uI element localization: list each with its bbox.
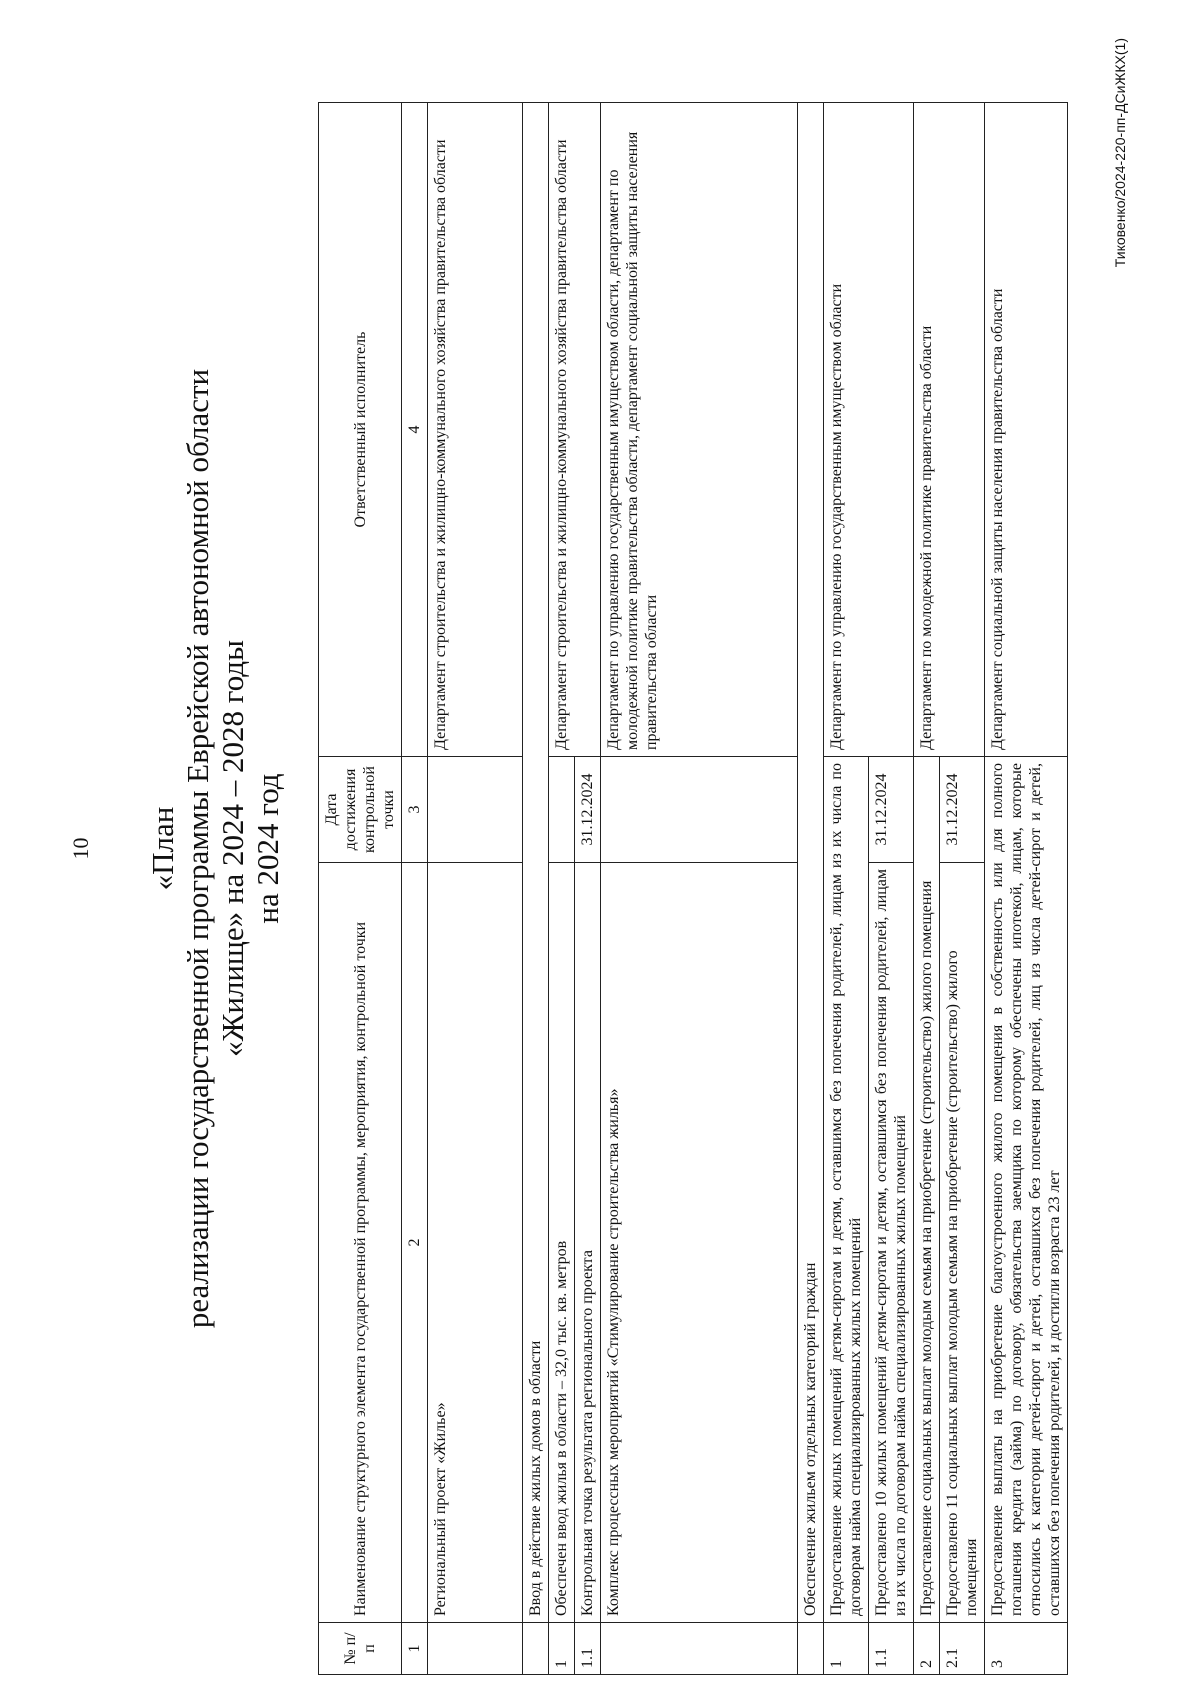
cell-num: 1 bbox=[824, 1623, 869, 1675]
table-row bbox=[985, 103, 1068, 1675]
cell-name: Предоставление выплаты на приобретение благоустроенного жилого помещения в собственность или для полного погашения кредита (займа) по договору, обязательства заемщика по которому обеспечены ипотекой, лицам, которые относились к категории детей-сирот и детей, оставшихся без попечения родителей, лиц из числа детей-сирот и детей, оставшихся без попечения родителей, и достигли возраста 23 лет bbox=[985, 757, 1068, 1623]
cell-resp: Департамент строительства и жилищно-коммунального хозяйства правительства области bbox=[428, 103, 523, 757]
table-row bbox=[601, 103, 798, 1675]
cell-name: Предоставление социальных выплат молодым семьям на приобретение (строительство) жилого помещения bbox=[914, 757, 940, 1623]
cell-resp: Департамент по молодежной политике правительства области bbox=[914, 103, 985, 757]
title-line-4: на 2024 год bbox=[250, 773, 285, 924]
cell-num: 1.1 bbox=[869, 1623, 914, 1675]
col-number: 3 bbox=[402, 757, 428, 863]
document-code: Тиковенко/2024-220-пп-ДСиЖКХ(1) bbox=[1112, 38, 1128, 268]
cell-name: Комплекс процессных мероприятий «Стимулирование строительства жилья» bbox=[601, 863, 798, 1623]
col-number: 2 bbox=[402, 863, 428, 1623]
header-row bbox=[319, 103, 402, 1675]
cell-num bbox=[428, 1623, 523, 1675]
cell-resp: Департамент социальной защиты населения правительства области bbox=[985, 103, 1068, 757]
table-row bbox=[824, 103, 869, 1675]
title-line-1: «План bbox=[145, 806, 180, 891]
document-title bbox=[145, 0, 285, 1697]
plan-table bbox=[318, 102, 1068, 1675]
section-title: Обеспечение жильем отдельных категорий граждан bbox=[798, 103, 824, 1623]
cell-num: 2 bbox=[914, 1623, 940, 1675]
cell-name: Предоставление жилых помещений детям-сиротам и детям, оставшимся без попечения родителей, лицам из их числа по договорам найма специализированных жилых помещений bbox=[824, 757, 869, 1623]
column-numbers-row bbox=[402, 103, 428, 1675]
title-line-2: реализации государственной программы Еврейской автономной области bbox=[180, 368, 215, 1329]
cell-num: 1 bbox=[549, 1623, 575, 1675]
section-row bbox=[523, 103, 549, 1675]
cell-date: 31.12.2024 bbox=[575, 757, 601, 863]
cell-num: 2.1 bbox=[940, 1623, 985, 1675]
cell-date bbox=[428, 757, 523, 863]
cell-date: 31.12.2024 bbox=[869, 757, 914, 863]
cell-num bbox=[601, 1623, 798, 1675]
title-line-3: «Жилище» на 2024 – 2028 годы bbox=[215, 640, 250, 1057]
header-name: Наименование структурного элемента государственной программы, мероприятия, контрольной точки bbox=[319, 863, 402, 1623]
header-date: Дата достижения контрольной точки bbox=[319, 757, 402, 863]
header-num: № п/п bbox=[319, 1623, 402, 1675]
cell-date: 31.12.2024 bbox=[940, 757, 985, 863]
table-row bbox=[914, 103, 940, 1675]
header-resp: Ответственный исполнитель bbox=[319, 103, 402, 757]
page-number: 10 bbox=[68, 837, 93, 860]
cell-resp: Департамент строительства и жилищно-коммунального хозяйства правительства области bbox=[549, 103, 601, 757]
cell-name: Предоставлено 11 социальных выплат молодым семьям на приобретение (строительство) жилого помещения bbox=[940, 863, 985, 1623]
cell-resp: Департамент по управлению государственным имуществом области, департамент по молодежной политике правительства области, департамент социальной защиты населения правительства области bbox=[601, 103, 798, 757]
cell-name: Региональный проект «Жилье» bbox=[428, 863, 523, 1623]
cell-num bbox=[523, 1623, 549, 1675]
section-row bbox=[798, 103, 824, 1675]
cell-name: Обеспечен ввод жилья в области – 32,0 тыс. кв. метров bbox=[549, 863, 575, 1623]
cell-date bbox=[601, 757, 798, 863]
cell-date bbox=[549, 757, 575, 863]
cell-name: Предоставлено 10 жилых помещений детям-сиротам и детям, оставшимся без попечения родителей, лицам из их числа по договорам найма специализированных жилых помещений bbox=[869, 863, 914, 1623]
cell-num: 1.1 bbox=[575, 1623, 601, 1675]
cell-num bbox=[798, 1623, 824, 1675]
cell-name: Контрольная точка результата регионального проекта bbox=[575, 863, 601, 1623]
section-title: Ввод в действие жилых домов в области bbox=[523, 103, 549, 1623]
col-number: 1 bbox=[402, 1623, 428, 1675]
cell-resp: Департамент по управлению государственным имуществом области bbox=[824, 103, 914, 757]
table-row bbox=[549, 103, 575, 1675]
cell-num: 3 bbox=[985, 1623, 1068, 1675]
table-row bbox=[428, 103, 523, 1675]
col-number: 4 bbox=[402, 103, 428, 757]
